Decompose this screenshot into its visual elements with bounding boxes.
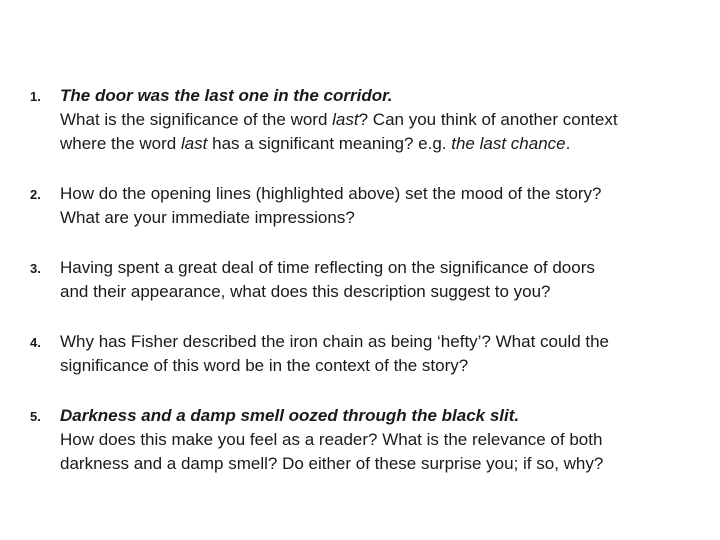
- question-line: How do the opening lines (highlighted above) set the mood of the story?: [60, 184, 602, 203]
- question-list: [30, 84, 690, 476]
- question-line: and their appearance, what does this description suggest to you?: [60, 282, 551, 301]
- question-line: significance of this word be in the context of the story?: [60, 356, 469, 375]
- question-3: [30, 256, 690, 304]
- question-line: What are your immediate impressions?: [60, 208, 355, 227]
- question-text: where the word: [60, 134, 181, 153]
- question-text: .: [565, 134, 571, 153]
- spacer: [30, 304, 690, 330]
- emphasized-word: last: [332, 110, 359, 129]
- quoted-line: Darkness and a damp smell oozed through the black slit.: [60, 406, 520, 425]
- question-line: darkness and a damp smell? Do either of these surprise you; if so, why?: [60, 454, 604, 473]
- question-line: [60, 132, 690, 156]
- question-body: [60, 404, 690, 476]
- spacer: [30, 156, 690, 182]
- question-line: Having spent a great deal of time reflecting on the significance of doors: [60, 258, 595, 277]
- question-text: ? Can you think of another context: [358, 110, 618, 129]
- question-1: [30, 84, 690, 156]
- emphasized-word: last: [180, 134, 208, 153]
- question-text: has a significant meaning? e.g.: [207, 134, 452, 153]
- question-line: How does this make you feel as a reader? What is the relevance of both: [60, 430, 603, 449]
- question-4: [30, 330, 690, 378]
- question-body: [60, 182, 690, 230]
- spacer: [30, 378, 690, 404]
- emphasized-phrase: the last chance: [451, 134, 566, 153]
- question-number: 4.: [30, 335, 41, 350]
- question-number: 2.: [30, 187, 41, 202]
- quoted-line: The door was the last one in the corridor.: [60, 86, 393, 105]
- question-line: [60, 108, 690, 132]
- question-number: 3.: [30, 261, 41, 276]
- question-body: [60, 256, 690, 304]
- question-text: What is the significance of the word: [60, 110, 333, 129]
- spacer: [30, 230, 690, 256]
- question-body: [60, 330, 690, 378]
- question-number: 5.: [30, 409, 41, 424]
- question-line: Why has Fisher described the iron chain as being ‘hefty’? What could the: [60, 332, 610, 351]
- question-number: 1.: [30, 89, 41, 104]
- question-body: [60, 84, 690, 156]
- question-2: [30, 182, 690, 230]
- question-5: [30, 404, 690, 476]
